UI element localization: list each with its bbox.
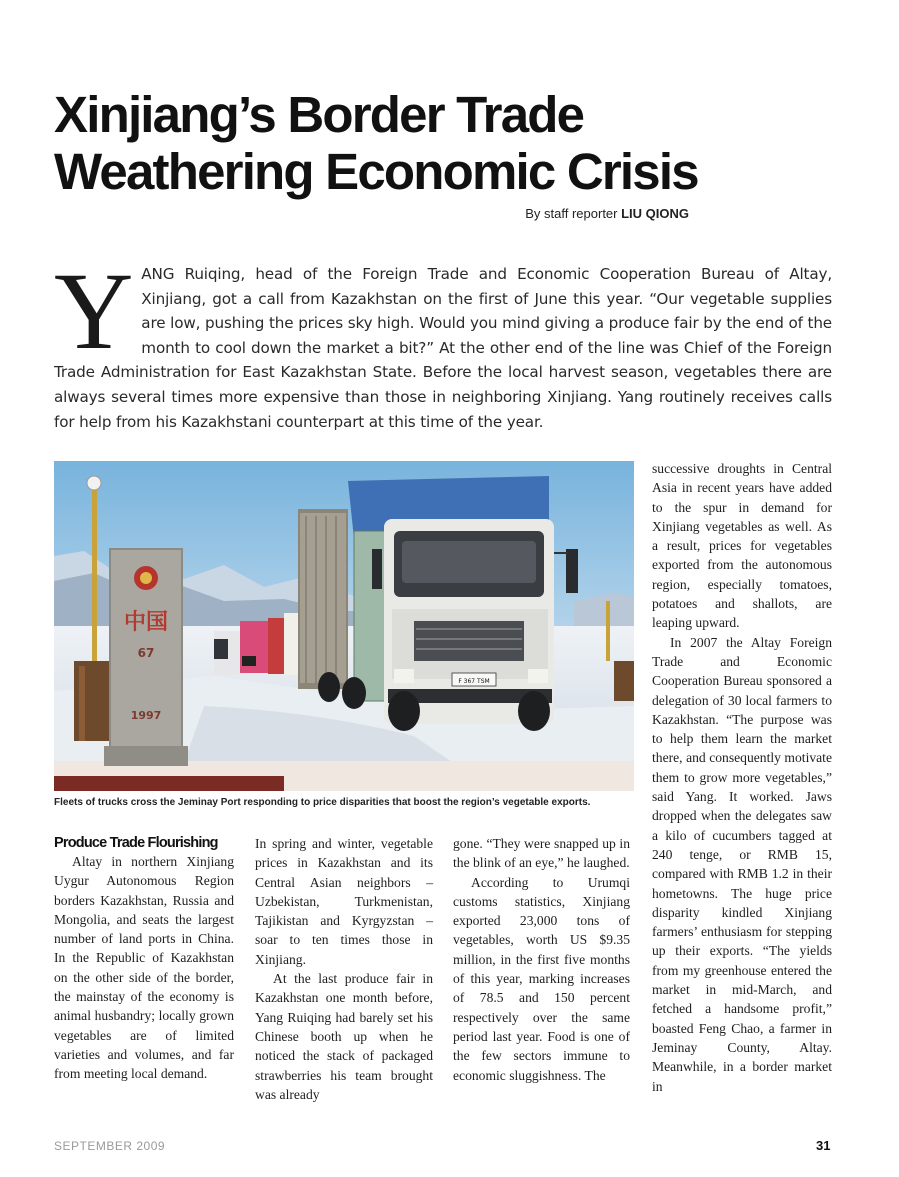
body-paragraph: gone. “They were snapped up in the blink of an eye,” he laughed. [453, 836, 630, 871]
byline [525, 206, 689, 221]
lead-paragraph [54, 250, 832, 434]
lead-text: ANG Ruiqing, head of the Foreign Trade and Economic Cooperation Bureau of Altay, Xinjiang, got a call from Kazakhstan on the first of June this year. “Our vegetable supplies are low, pushing the prices sky high. Would you mind giving a produce fair by the end of the month to cool down the market a bit?” At the other end of the line was Chief of the Foreign Trade Administration for East Kazakhstan State. Before the local harvest season, vegetables there are always several times more expensive than those in neighboring Xinjiang. Yang routinely receives calls for help from his Kazakhstani counterpart at this time of the year. [54, 265, 832, 431]
title-line-1: Xinjiang’s Border Trade [54, 86, 584, 143]
body-paragraph: Altay in northern Xinjiang Uygur Autonomous Region borders Kazakhstan, Russia and Mongolia, and seats the largest number of land ports in China. In the Republic of Kazakhstan on the other side of the border, the mainstay of the economy is animal husbandry; locally grown vegetables are of limited varieties and volumes, and far from meeting local demand. [54, 854, 234, 1082]
body-column-1 [54, 834, 234, 1084]
body-paragraph: In 2007 the Altay Foreign Trade and Economic Cooperation Bureau sponsored a delegation of 30 local farmers to Kazakhstan. “The purpose was to help them learn the market there, and consequently motivate them to grow more vegetables,” said Yang. It worked. Jaws dropped when the delegates saw a kilo of cucumbers tagged at 240 tenge, or RMB 15, compared with RMB 1.2 in their hometowns. The huge price disparity kindled Xinjiang farmers’ enthusiasm for stepping up their exports. “The yields from my greenhouse entered the market in mid-March, and fetched a handsome profit,” boasted Feng Chao, a farmer in Jeminay County, Altay. Meanwhile, in a border market in [652, 634, 832, 1094]
article-photo [54, 461, 634, 791]
body-paragraph: According to Urumqi customs statistics, Xinjiang exported 23,000 tons of vegetables, worth US $9.35 million, in the first five months of this year, marking increases of 78.5 and 150 percent respectively over the same period last year. Food is one of the few sectors immune to economic sluggishness. The [453, 874, 630, 1083]
page-number: 31 [816, 1138, 831, 1153]
marker-text-china: 中国 [123, 610, 169, 635]
license-plate: F 367 TSM [458, 678, 490, 685]
article-title [54, 86, 834, 200]
section-subhead: Produce Trade Flourishing [54, 835, 218, 851]
body-paragraph: successive droughts in Central Asia in recent years have added to the spur in demand for Xinjiang vegetables as well. As a result, prices for vegetables exported from the autonomous region, especially tomatoes, potatoes and shallots, are leaping upward. [652, 461, 832, 631]
body-column-3 [453, 834, 630, 1085]
marker-text-number: 67 [137, 646, 155, 660]
body-paragraph: At the last produce fair in Kazakhstan one month before, Yang Ruiqing had barely set his Chinese booth up when he noticed the stack of packaged strawberries his team brought was already [255, 971, 433, 1102]
border-trucks-photo [54, 461, 634, 791]
body-column-4 [652, 459, 832, 1096]
drop-cap: Y [54, 250, 134, 372]
issue-date: SEPTEMBER 2009 [54, 1139, 166, 1153]
title-line-2: Weathering Economic Crisis [54, 143, 698, 200]
photo-caption: Fleets of trucks cross the Jeminay Port responding to price disparities that boost the region’s vegetable exports. [54, 797, 591, 808]
byline-prefix: By staff reporter [525, 206, 622, 221]
marker-text-year: 1997 [130, 709, 162, 722]
byline-author: LIU QIONG [621, 206, 689, 221]
body-paragraph: In spring and winter, vegetable prices in Kazakhstan and its Central Asian neighbors – Uzbekistan, Turkmenistan, Tajikistan and Kyrgyzstan – soar to ten times those in Xinjiang. [255, 836, 433, 967]
body-column-2 [255, 834, 433, 1104]
